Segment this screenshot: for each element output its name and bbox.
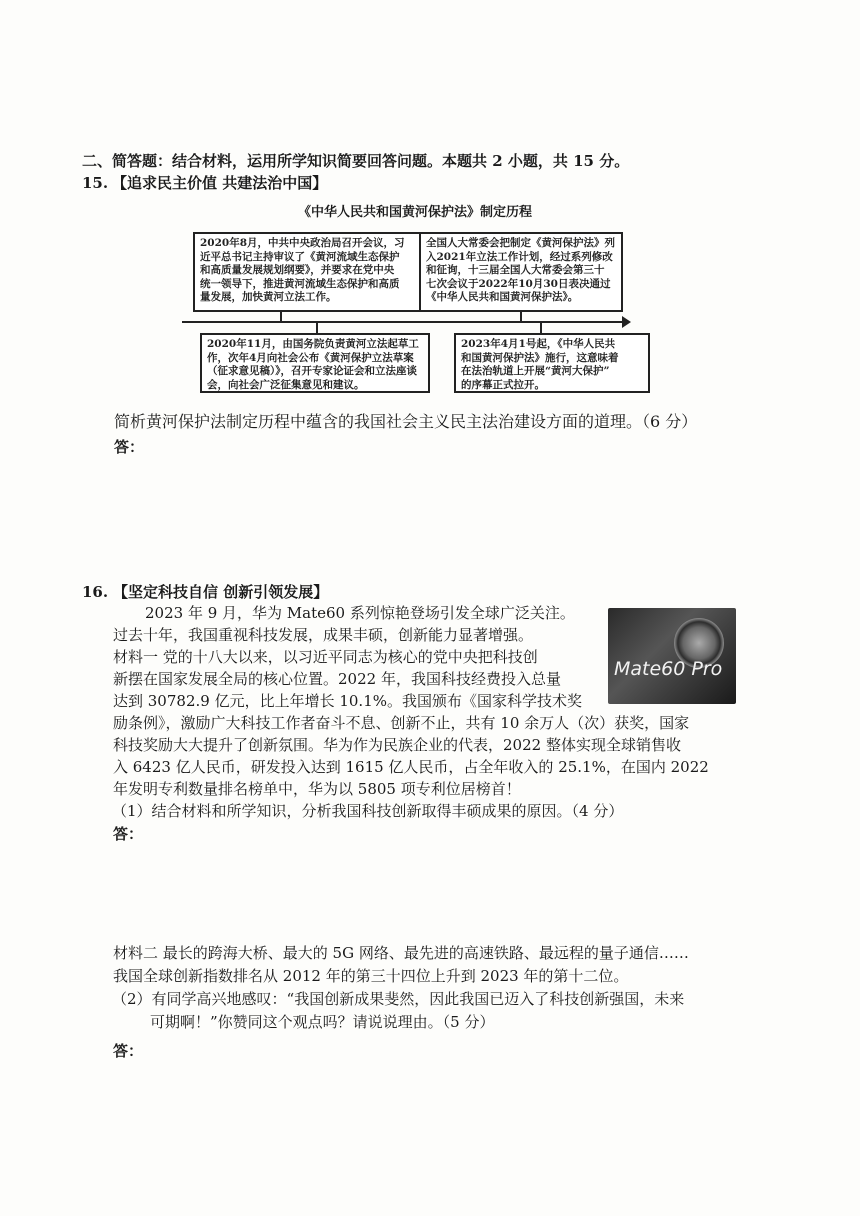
material1-line: 材料一 党的十八大以来，以习近平同志为核心的党中央把科技创 (113, 648, 538, 666)
section-heading: 二、简答题：结合材料，运用所学知识简要回答问题。本题共 2 小题，共 15 分。 (82, 152, 630, 170)
material1-line: 入 6423 亿人民币，研发投入达到 1615 亿人民币，占全年收入的 25.1%，在国内 2022 (113, 758, 709, 776)
q15-title: 【追求民主价值 共建法治中国】 (112, 174, 328, 192)
box-line: 和征询，十三届全国人大常委会第三十 (426, 264, 605, 276)
box-line: 入2021年立法工作计划，经过系列修改 (426, 250, 613, 263)
box-line: 作，次年4月向社会公布《黄河保护立法草案 (207, 351, 414, 364)
mate60-phone-photo (608, 608, 736, 704)
box-line: 近平总书记主持审议了《黄河流域生态保护 (200, 250, 400, 263)
box-line: 会，向社会广泛征集意见和建议。 (207, 378, 365, 391)
q15-answer-label: 答： (114, 438, 145, 456)
connector-line (316, 323, 318, 333)
material1-line: 励条例》，激励广大科技工作者奋斗不息、创新不止，共有 10 余万人（次）获奖，国家 (113, 714, 690, 732)
q16-answer-label-1: 答： (113, 825, 144, 843)
q16-title: 【坚定科技自信 创新引领发展】 (113, 583, 329, 601)
arrow-icon (622, 316, 631, 328)
q16-intro-line: 2023 年 9 月，华为 Mate60 系列惊艳登场引发全球广泛关注。 (145, 604, 575, 622)
box-line: 和国黄河保护法》施行，这意味着 (461, 351, 619, 364)
box-line: 2020年11月，由国务院负责黄河立法起草工 (207, 338, 419, 350)
box-line: 七次会议于2022年10月30日表决通过 (426, 277, 611, 290)
material2-line: 我国全球创新指数排名从 2012 年的第三十四位上升到 2023 年的第十二位。 (113, 967, 629, 985)
timeline-box-2020-nov (200, 333, 430, 393)
box-line: 《中华人民共和国黄河保护法》。 (426, 291, 579, 303)
timeline-box-npc (419, 232, 623, 312)
connector-line (540, 323, 542, 333)
box-line: 2020年8月，中共中央政治局召开会议，习 (200, 237, 405, 249)
box-line: 在法治轨道上开展“黄河大保护” (461, 365, 610, 377)
q15-number: 15. (82, 174, 109, 192)
box-line: 量发展，加快黄河立法工作。 (200, 291, 337, 303)
timeline-axis (182, 321, 626, 323)
q16-sub2-line: （2）有同学高兴地感叹：“我国创新成果斐然，因此我国已迈入了科技创新强国，未来 (112, 990, 685, 1008)
timeline-box-2020-aug (193, 232, 425, 312)
box-line: 统一领导下，推进黄河流域生态保护和高质 (200, 277, 400, 290)
q16-answer-label-2: 答： (113, 1042, 144, 1060)
material1-line: 新摆在国家发展全局的核心位置。2022 年，我国科技经费投入总量 (113, 670, 561, 688)
material1-line: 达到 30782.9 亿元，比上年增长 10.1%。我国颁布《国家科学技术奖 (113, 692, 582, 710)
q15-question: 简析黄河保护法制定历程中蕴含的我国社会主义民主法治建设方面的道理。（6 分） (114, 412, 698, 431)
box-line: 全国人大常委会把制定《黄河保护法》列 (426, 237, 615, 249)
q16-number: 16. (82, 583, 109, 601)
box-line: （征求意见稿）》，召开专家论证会和立法座谈 (207, 365, 417, 377)
box-line: 2023年4月1号起，《中华人民共 (461, 338, 616, 350)
q16-sub1: （1）结合材料和所学知识，分析我国科技创新取得丰硕成果的原因。（4 分） (112, 802, 624, 820)
q16-sub2-line: 可期啊！”你赞同这个观点吗？请说说理由。（5 分） (150, 1013, 495, 1031)
material1-line: 年发明专利数量排名榜单中，华为以 5805 项专利位居榜首！ (113, 780, 521, 798)
photo-label: Mate60 Pro (614, 658, 723, 680)
box-line: 和高质量发展规划纲要》，并要求在党中央 (200, 264, 395, 276)
timeline-title: 《中华人民共和国黄河保护法》制定历程 (298, 205, 533, 220)
timeline-box-2023-apr (454, 333, 650, 393)
material1-line: 科技奖励大大提升了创新氛围。华为作为民族企业的代表，2022 整体实现全球销售收 (113, 736, 681, 754)
q16-intro-line: 过去十年，我国重视科技发展，成果丰硕，创新能力显著增强。 (113, 626, 534, 644)
box-line: 的序幕正式拉开。 (461, 378, 545, 391)
material2-line: 材料二 最长的跨海大桥、最大的 5G 网络、最先进的高速铁路、最远程的量子通信…… (113, 944, 689, 962)
